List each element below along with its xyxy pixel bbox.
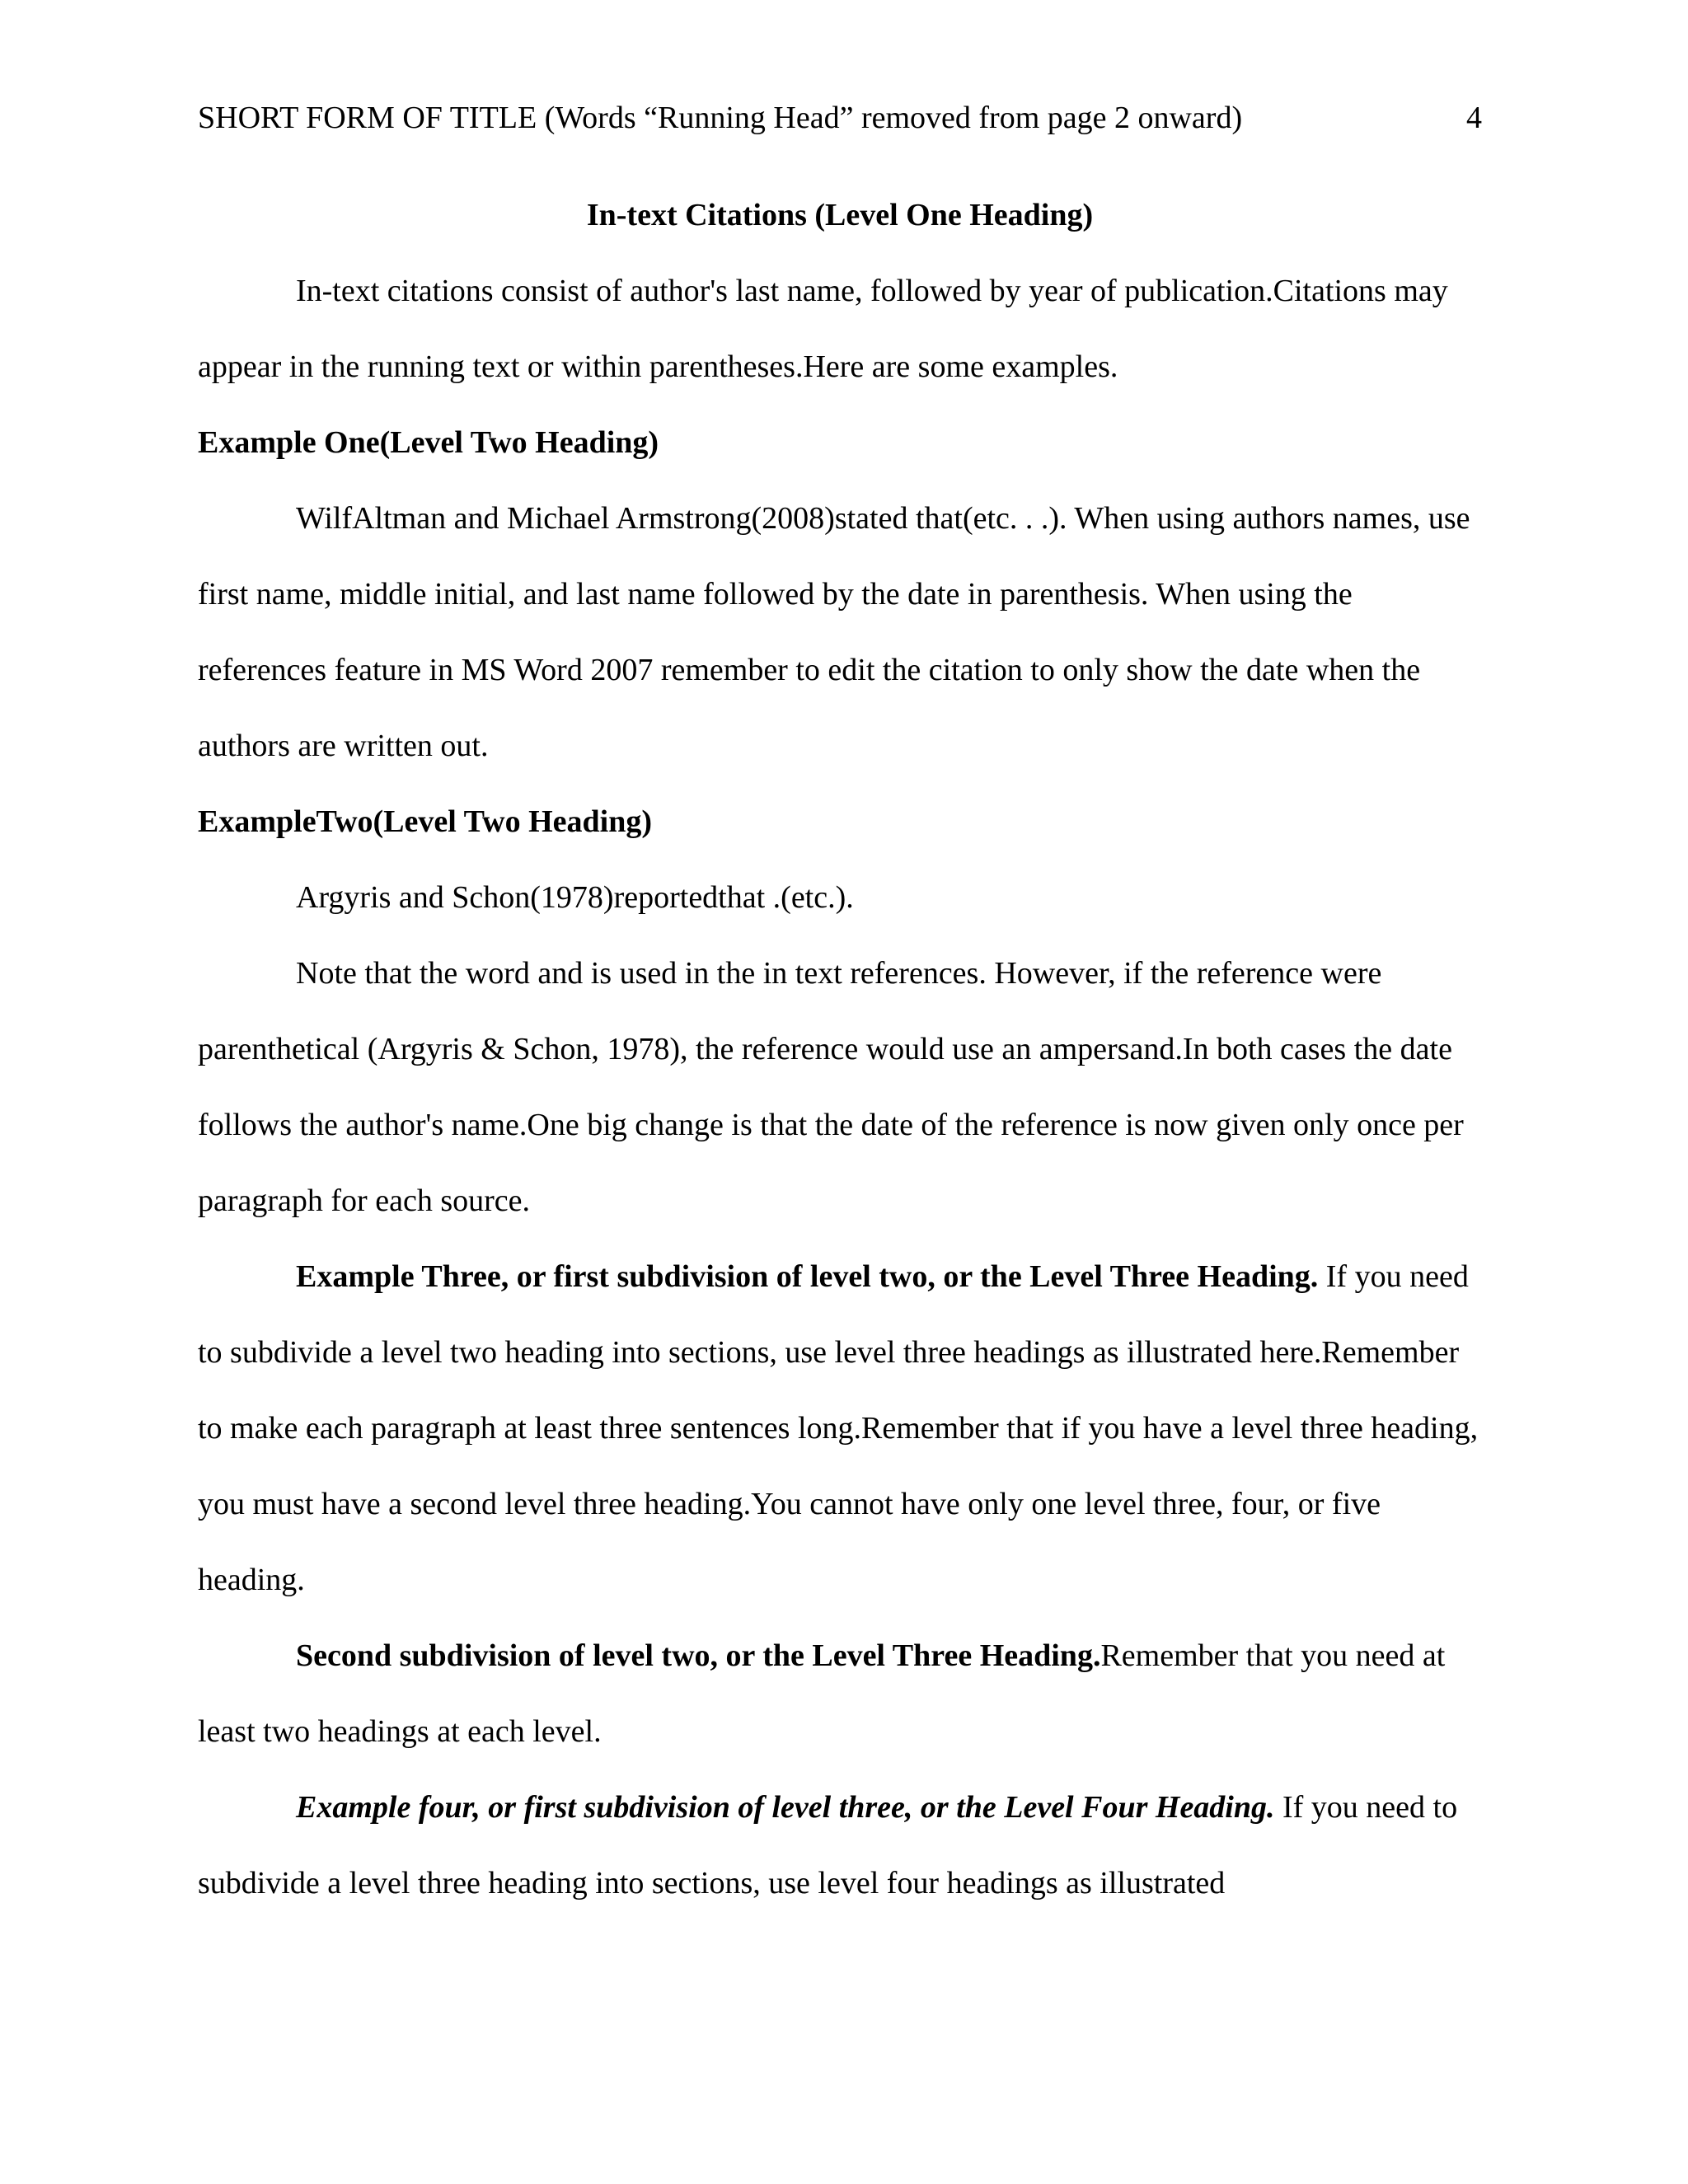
second-subdivision-text: Remember that you need at least two headings at each level. xyxy=(198,1638,1446,1749)
page-number: 4 xyxy=(1466,101,1482,135)
example-two-heading: ExampleTwo(Level Two Heading) xyxy=(198,804,652,839)
level-three-heading: Example Three, or first subdivision of level two, or the Level Three Heading. xyxy=(296,1259,1319,1294)
running-head-title: SHORT FORM OF TITLE (Words “Running Head” removed from page 2 onward) xyxy=(198,101,1243,135)
running-head xyxy=(198,97,1482,138)
second-level-three-heading: Second subdivision of level two, or the Level Three Heading. xyxy=(296,1638,1101,1673)
second-subdivision-paragraph xyxy=(198,1618,1482,1769)
example-one-paragraph: WilfAltman and Michael Armstrong(2008)stated that(etc. . .). When using authors names, use first name, middle initial, and last name followed by the date in parenthesis. When using the references feature in MS Word 2007 remember to edit the citation to only show the date when the authors are written out. xyxy=(198,501,1470,763)
level-four-heading: Example four, or first subdivision of level three, or the Level Four Heading. xyxy=(296,1790,1275,1825)
document-body xyxy=(198,194,1482,1921)
ampersand-note-paragraph: Note that the word and is used in the in text references. However, if the reference were parenthetical (Argyris & Schon, 1978), the reference would use an ampersand.In both cases the date follows the author's name.One big change is that the date of the reference is now given only once per paragraph for each source. xyxy=(198,956,1464,1218)
example-one-heading: Example One(Level Two Heading) xyxy=(198,425,659,460)
example-two-paragraph: Argyris and Schon(1978)reportedthat .(etc.). xyxy=(296,880,854,915)
example-three-text: If you need to subdivide a level two heading into sections, use level three headings as illustrated here.Remember to make each paragraph at least three sentences long.Remember that if you have a level three heading, you must have a second level three heading.You cannot have only one level three, four, or five heading. xyxy=(198,1259,1479,1597)
intro-paragraph: In-text citations consist of author's last name, followed by year of publication.Citations may appear in the running text or within parentheses.Here are some examples. xyxy=(198,274,1448,384)
example-four-text: If you need to subdivide a level three heading into sections, use level four headings as illustrated xyxy=(198,1790,1458,1900)
example-four-paragraph xyxy=(198,1769,1482,1921)
example-three-paragraph xyxy=(198,1239,1482,1618)
level-one-heading: In-text Citations (Level One Heading) xyxy=(586,198,1094,232)
